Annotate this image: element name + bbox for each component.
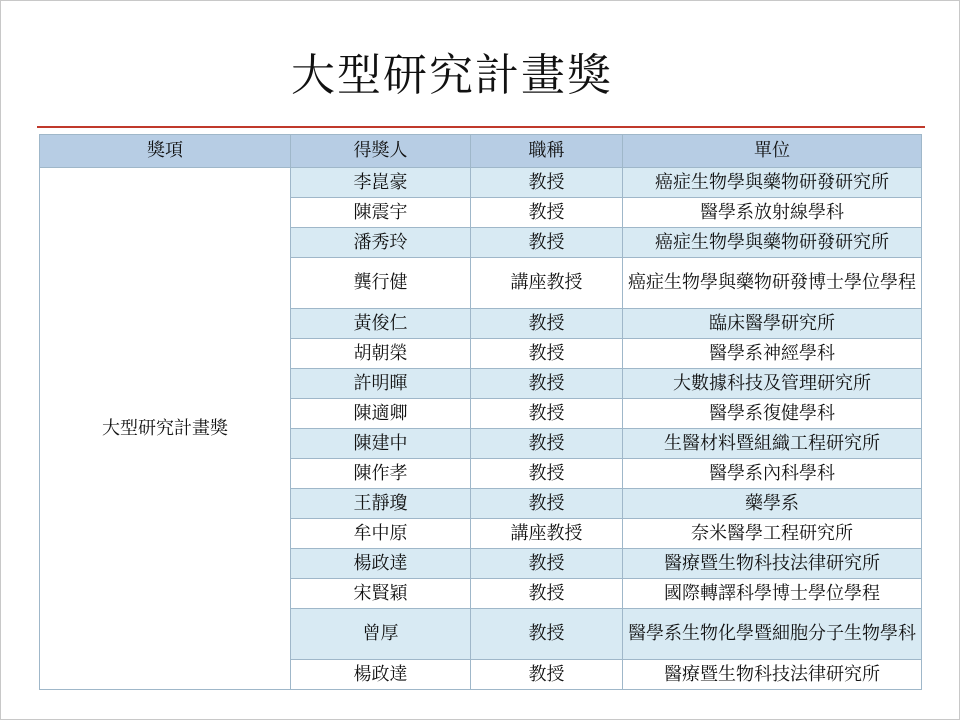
cell-title: 教授 (471, 579, 623, 609)
cell-name: 宋賢穎 (291, 579, 471, 609)
cell-title: 教授 (471, 459, 623, 489)
cell-name: 陳適卿 (291, 399, 471, 429)
category-cell: 大型研究計畫獎 (40, 168, 291, 690)
table-row (40, 168, 922, 198)
cell-name: 曾厚 (291, 609, 471, 660)
cell-title: 教授 (471, 549, 623, 579)
cell-name: 許明暉 (291, 369, 471, 399)
title-divider (37, 126, 925, 128)
cell-unit: 藥學系 (623, 489, 922, 519)
cell-unit: 醫學系復健學科 (623, 399, 922, 429)
cell-name: 潘秀玲 (291, 228, 471, 258)
cell-name: 楊政達 (291, 549, 471, 579)
cell-name: 李崑豪 (291, 168, 471, 198)
cell-title: 教授 (471, 309, 623, 339)
cell-unit: 醫學系生物化學暨細胞分子生物學科 (623, 609, 922, 660)
cell-title: 講座教授 (471, 258, 623, 309)
cell-unit: 臨床醫學研究所 (623, 309, 922, 339)
slide-title: 大型研究計畫獎 (291, 50, 613, 101)
cell-unit: 奈米醫學工程研究所 (623, 519, 922, 549)
cell-title: 教授 (471, 489, 623, 519)
cell-name: 黃俊仁 (291, 309, 471, 339)
cell-unit: 醫療暨生物科技法律研究所 (623, 660, 922, 690)
cell-name: 陳震宇 (291, 198, 471, 228)
cell-unit: 大數據科技及管理研究所 (623, 369, 922, 399)
cell-title: 講座教授 (471, 519, 623, 549)
cell-name: 陳建中 (291, 429, 471, 459)
cell-unit: 醫療暨生物科技法律研究所 (623, 549, 922, 579)
cell-title: 教授 (471, 660, 623, 690)
table-header-row (40, 135, 922, 168)
cell-title: 教授 (471, 198, 623, 228)
cell-name: 胡朝榮 (291, 339, 471, 369)
cell-title: 教授 (471, 399, 623, 429)
cell-title: 教授 (471, 228, 623, 258)
cell-unit: 癌症生物學與藥物研發研究所 (623, 228, 922, 258)
cell-unit: 國際轉譯科學博士學位學程 (623, 579, 922, 609)
cell-title: 教授 (471, 369, 623, 399)
cell-unit: 醫學系放射線學科 (623, 198, 922, 228)
cell-unit: 癌症生物學與藥物研發研究所 (623, 168, 922, 198)
header-unit: 單位 (623, 135, 922, 168)
cell-unit: 醫學系神經學科 (623, 339, 922, 369)
cell-unit: 生醫材料暨組織工程研究所 (623, 429, 922, 459)
cell-name: 牟中原 (291, 519, 471, 549)
cell-name: 陳作孝 (291, 459, 471, 489)
cell-name: 楊政達 (291, 660, 471, 690)
award-table (39, 134, 922, 690)
header-category: 獎項 (40, 135, 291, 168)
cell-name: 龔行健 (291, 258, 471, 309)
cell-title: 教授 (471, 339, 623, 369)
cell-title: 教授 (471, 168, 623, 198)
header-title: 職稱 (471, 135, 623, 168)
cell-title: 教授 (471, 609, 623, 660)
cell-unit: 癌症生物學與藥物研發博士學位學程 (623, 258, 922, 309)
cell-unit: 醫學系內科學科 (623, 459, 922, 489)
header-name: 得獎人 (291, 135, 471, 168)
cell-name: 王靜瓊 (291, 489, 471, 519)
cell-title: 教授 (471, 429, 623, 459)
